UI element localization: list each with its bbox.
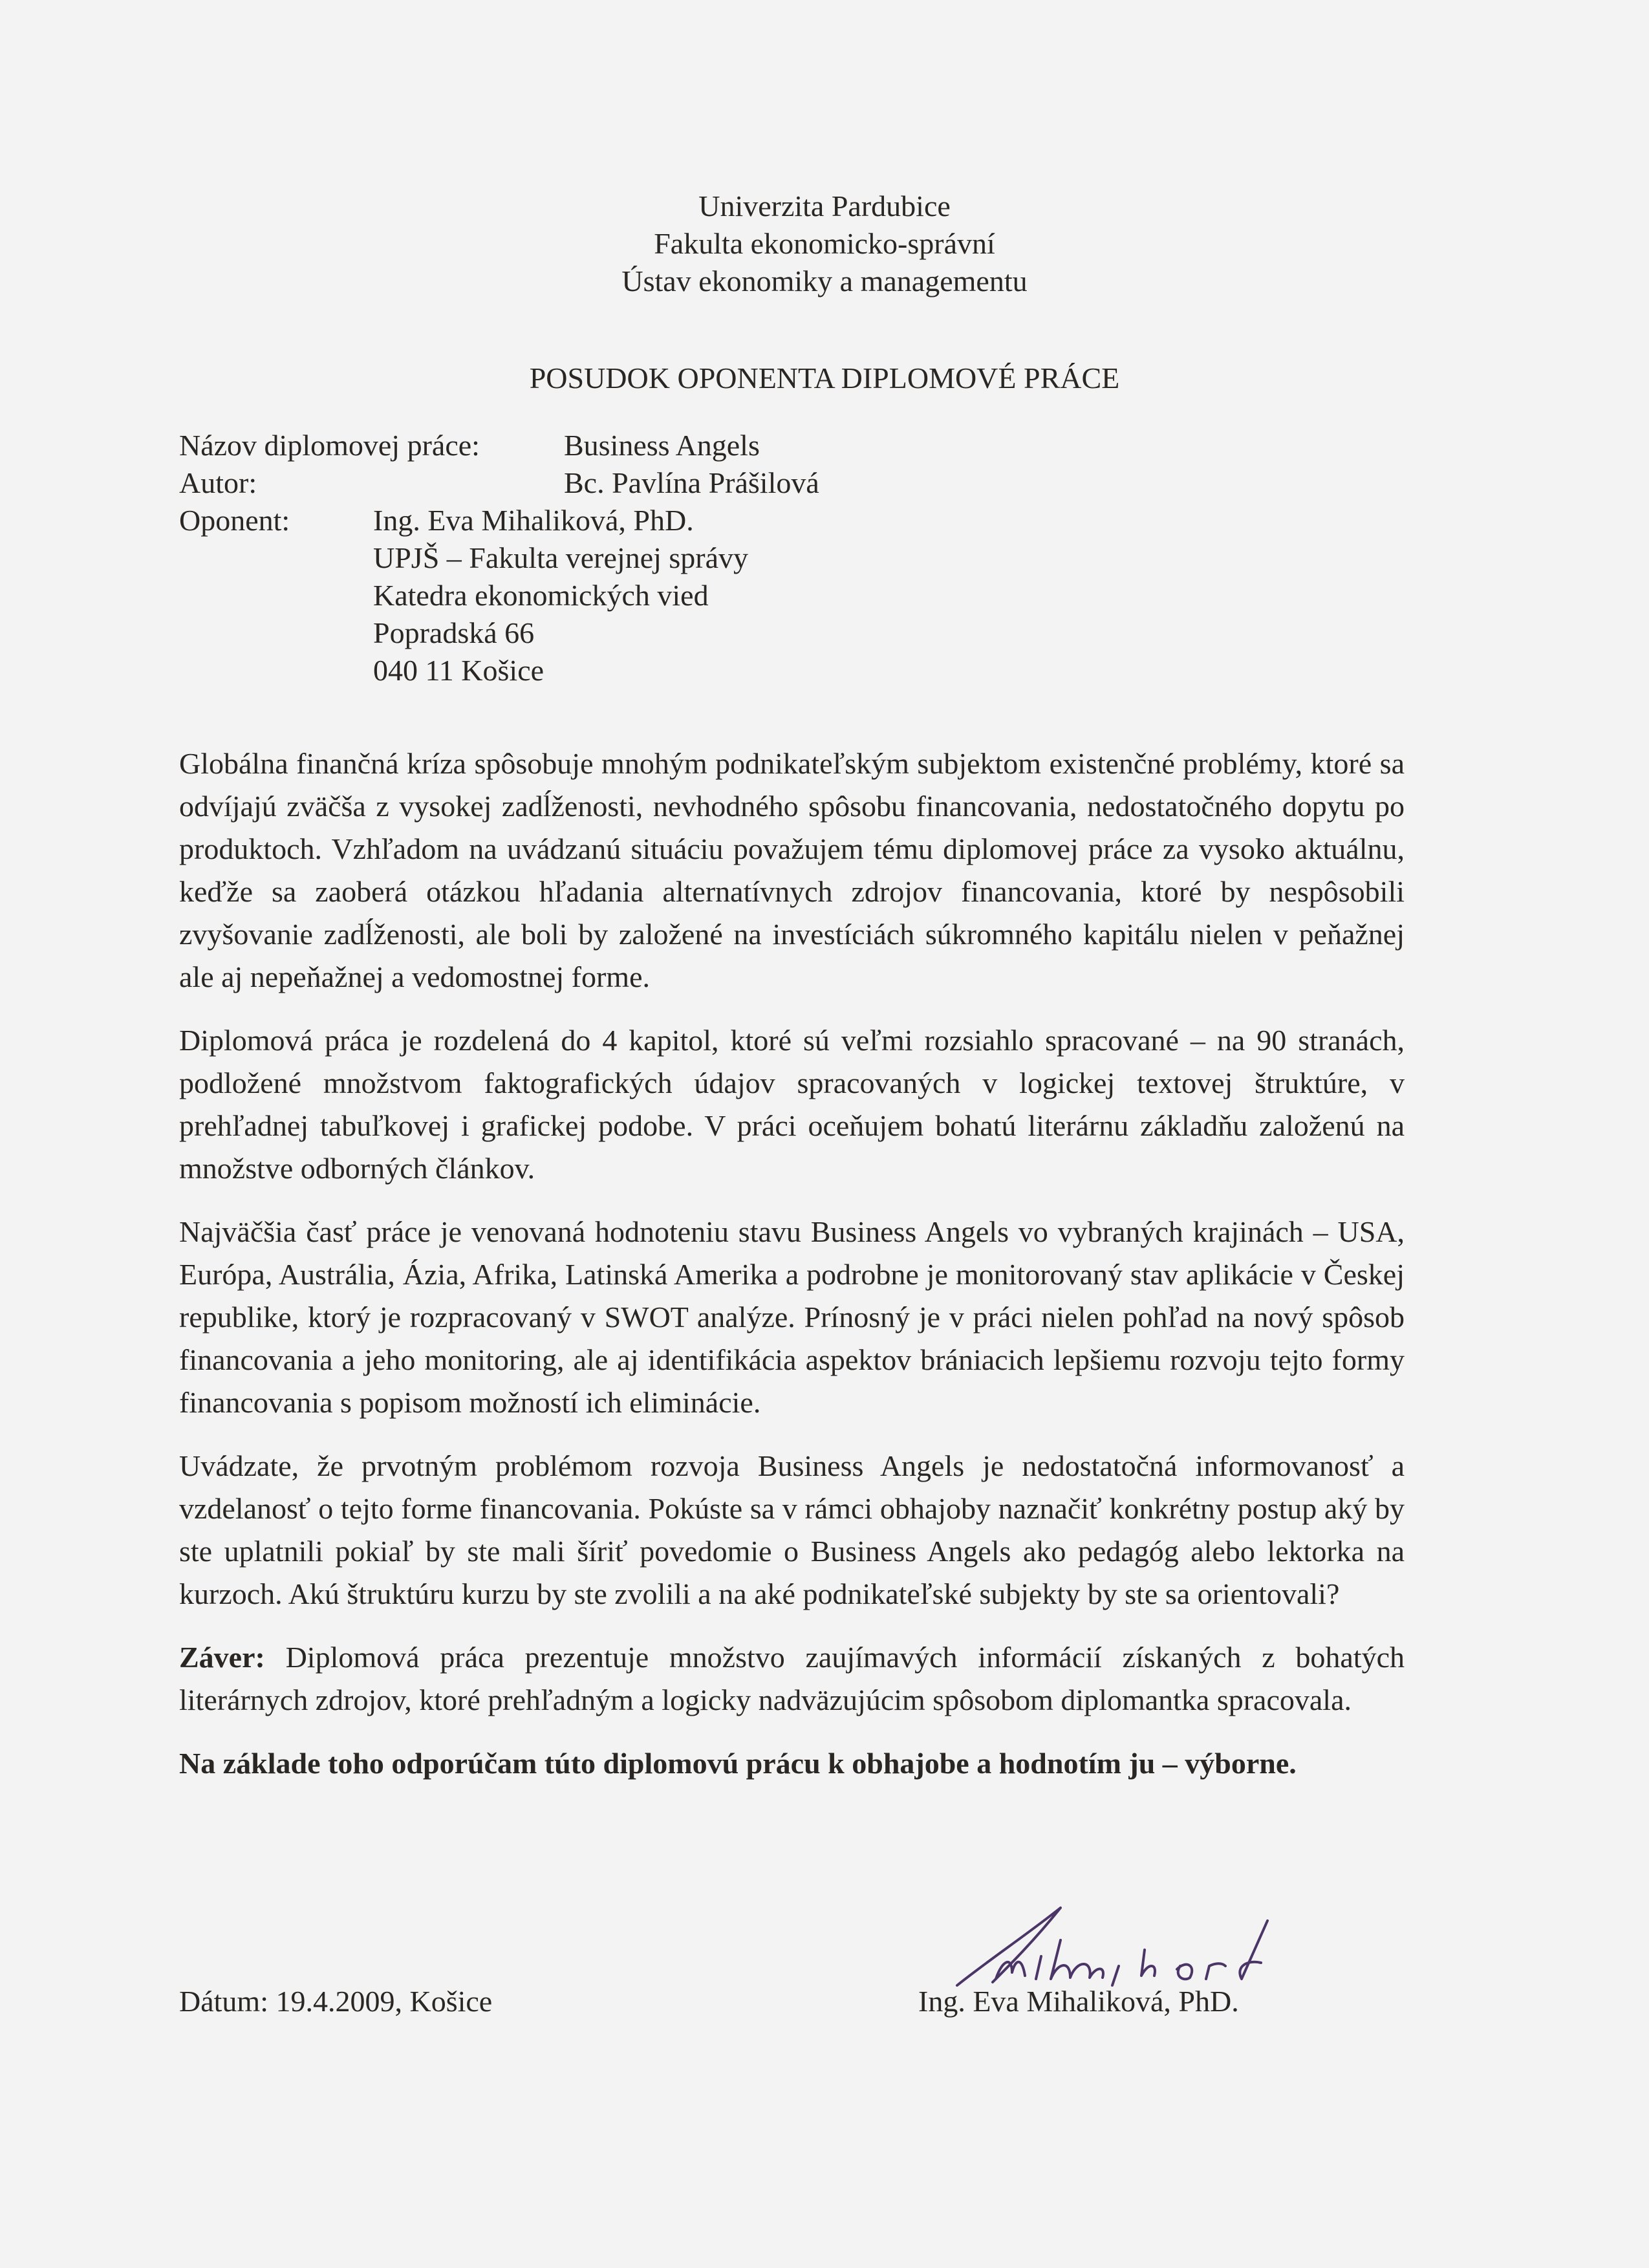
opponent-city: 040 11 Košice <box>373 654 544 687</box>
conclusion-label: Záver: <box>179 1641 265 1674</box>
handwritten-signature <box>931 1895 1319 1998</box>
opponent-department: Katedra ekonomických vied <box>373 579 709 612</box>
signer-name: Ing. Eva Mihaliková, PhD. <box>918 1985 1239 2018</box>
paragraph-conclusion <box>179 1636 1405 1722</box>
recommendation: Na základe toho odporúčam túto diplomovú prácu k obhajobe a hodnotím ju – výborne. <box>179 1747 1297 1780</box>
paragraph-content: Najväčšia časť práce je venovaná hodnoteniu stavu Business Angels vo vybraných krajinách – USA, Európa, Austrália, Ázia, Afrika, Latinská Amerika a podrobne je monitorovaný stav aplikácie v Českej republike, ktorý je rozpracovaný v SWOT analýze. Prínosný je v práci nielen pohľad na nový spôsob financovania a jeho monitoring, ale aj identifikácia aspektov brániacich lepšiemu rozvoju tejto formy financovania s popisom možností ich eliminácie. <box>179 1215 1405 1419</box>
signature-stroke <box>1036 1956 1041 1979</box>
author-label: Autor: <box>179 466 257 499</box>
review-date: Dátum: 19.4.2009, Košice <box>179 1985 493 2018</box>
review-body <box>179 742 1405 1806</box>
paragraph-question: Uvádzate, že prvotným problémom rozvoja Business Angels je nedostatočná informovanosť a vzdelanosť o tejto forme financovania. Pokúste sa v rámci obhajoby naznačiť konkrétny postup aký by ste uplatnili pokiaľ by ste mali šíriť povedomie o Business Angels ako pedagóg alebo lektorka na kurzoch. Akú štruktúru kurzu by ste zvolili a na aké podnikateľské subjekty by ste sa orientovali? <box>179 1449 1405 1610</box>
signature-stroke <box>1112 1966 1119 1985</box>
opponent-name: Ing. Eva Mihaliková, PhD. <box>373 504 694 537</box>
institute-name: Ústav ekonomiky a managementu <box>621 265 1028 297</box>
paragraph-topic: Globálna finančná kríza spôsobuje mnohým podnikateľským subjektom existenčné problémy, ktoré sa odvíjajú zväčša z vysokej zadĺženosti, nevhodného spôsobu financovania, nedostatočného dopytu po produktoch. Vzhľadom na uvádzanú situáciu považujem tému diplomovej práce za vysoko aktuálnu, keďže sa zaoberá otázkou hľadania alternatívnych zdrojov financovania, ktoré by nespôsobili zvyšovanie zadĺženosti, ale boli by založené na investíciách súkromného kapitálu nielen v peňažnej ale aj nepeňažnej a vedomostnej forme. <box>179 747 1405 993</box>
thesis-label: Názov diplomovej práce: <box>179 429 480 462</box>
document-title: POSUDOK OPONENTA DIPLOMOVÉ PRÁCE <box>529 362 1120 394</box>
signature-stroke <box>1206 1963 1225 1979</box>
opponent-institution: UPJŠ – Fakulta verejnej správy <box>373 541 749 574</box>
conclusion-text: Diplomová práca prezentuje množstvo zaujímavých informácií získaných z bohatých literárnych zdrojov, ktoré prehľadným a logicky nadväzujúcim spôsobom diplomantka spracovala. <box>179 1641 1405 1716</box>
signature-stroke <box>996 1962 1025 1979</box>
signature-stroke <box>1177 1965 1192 1980</box>
signature-stroke <box>1141 1950 1155 1976</box>
opponent-label: Oponent: <box>179 504 290 537</box>
author-value: Bc. Pavlína Prášilová <box>564 466 819 499</box>
signature-stroke <box>1240 1921 1267 1979</box>
signature-stroke <box>1051 1940 1103 1979</box>
university-name: Univerzita Pardubice <box>698 189 951 222</box>
thesis-value: Business Angels <box>564 429 760 462</box>
opponent-street: Popradská 66 <box>373 616 535 649</box>
signature-stroke <box>957 1908 1061 1985</box>
faculty-name: Fakulta ekonomicko-správní <box>654 227 995 260</box>
document-header <box>0 188 1649 300</box>
paragraph-structure: Diplomová práca je rozdelená do 4 kapitol, ktoré sú veľmi rozsiahlo spracované – na 90 stranách, podložené množstvom faktografických údajov spracovaných v logickej textovej štruktúre, v prehľadnej tabuľkovej i grafickej podobe. V práci oceňujem bohatú literárnu základňu založenú na množstve odborných článkov. <box>179 1024 1405 1185</box>
